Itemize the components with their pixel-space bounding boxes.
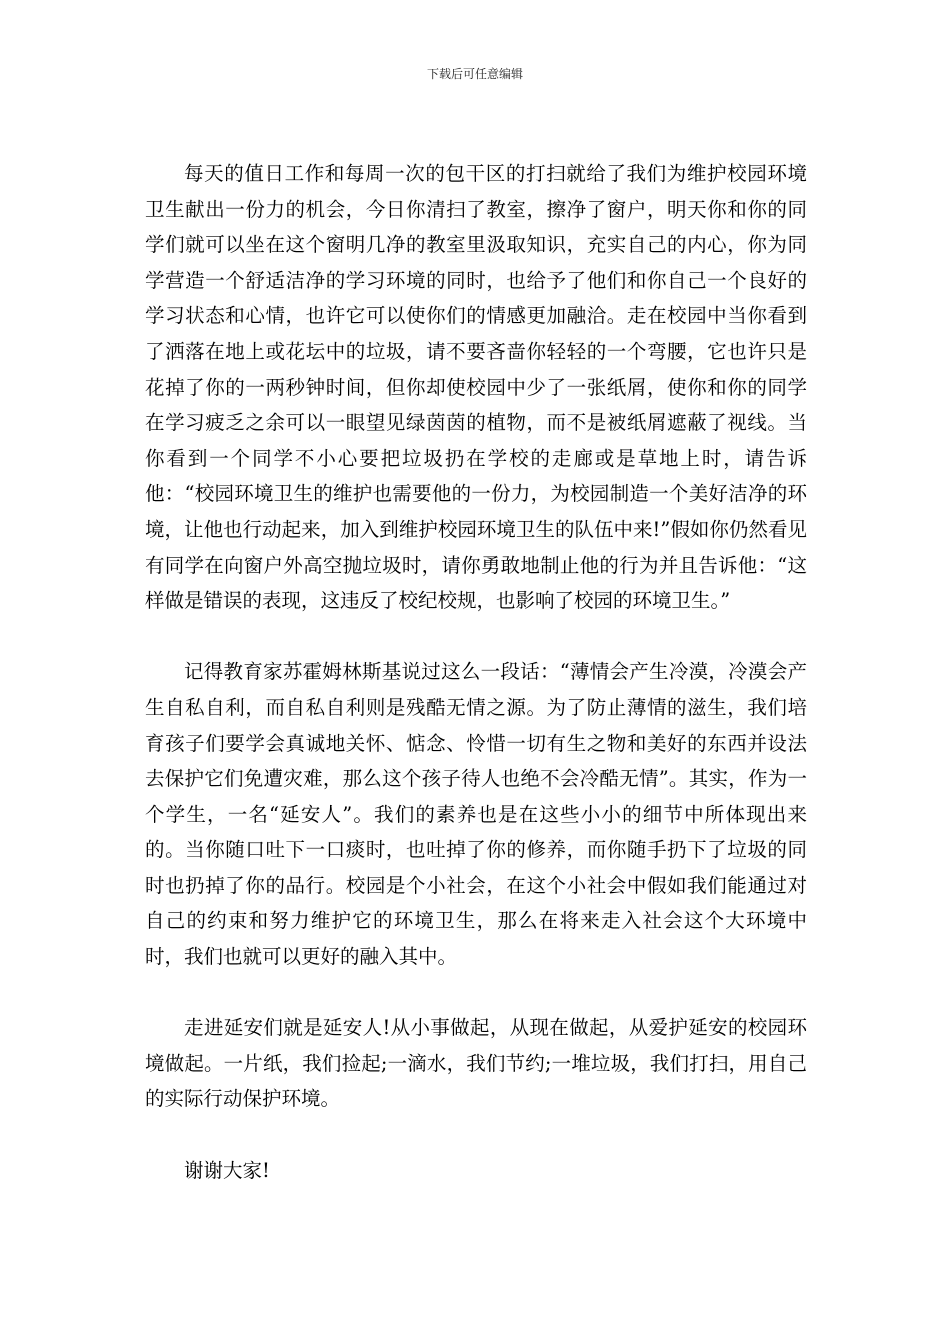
- paragraph-3: 走进延安们就是延安人!从小事做起，从现在做起，从爱护延安的校园环境做起。一片纸，我们捡起;一滴水，我们节约;一堆垃圾，我们打扫，用自己的实际行动保护环境。: [145, 1016, 807, 1111]
- header-note: 下载后可任意编辑: [426, 67, 523, 81]
- paragraph-spacer: [145, 975, 807, 1011]
- paragraph-spacer: [145, 1117, 807, 1153]
- paragraph-spacer: [145, 619, 807, 655]
- paragraph-2: 记得教育家苏霍姆林斯基说过这么一段话：“薄情会产生冷漠，冷漠会产生自私自利，而自私自利则是残酷无情之源。为了防止薄情的滋生，我们培育孩子们要学会真诚地关怀、惦念、怜惜一切有生之物和美好的东西并设法去保护它们免遭灾难，那么这个孩子待人也绝不会冷酷无情”。其实，作为一个学生，一名“延安人”。我们的素养也是在这些小小的细节中所体现出来的。当你随口吐下一口痰时，也吐掉了你的修养，而你随手扔下了垃圾的同时也扔掉了你的品行。校园是个小社会，在这个小社会中假如我们能通过对自己的约束和努力维护它的环境卫生，那么在将来走入社会这个大环境中时，我们也就可以更好的融入其中。: [145, 660, 807, 969]
- closing-line: 谢谢大家!: [184, 1158, 270, 1182]
- document-body: [145, 156, 807, 1188]
- paragraph-1: 每天的值日工作和每周一次的包干区的打扫就给了我们为维护校园环境卫生献出一份力的机会，今日你清扫了教室，擦净了窗户，明天你和你的同学们就可以坐在这个窗明几净的教室里汲取知识，充实自己的内心，你为同学营造一个舒适洁净的学习环境的同时，也给予了他们和你自己一个良好的学习状态和心情，也许它可以使你们的情感更加融洽。走在校园中当你看到了洒落在地上或花坛中的垃圾，请不要吝啬你轻轻的一个弯腰，它也许只是花掉了你的一两秒钟时间，但你却使校园中少了一张纸屑，使你和你的同学在学习疲乏之余可以一眼望见绿茵茵的植物，而不是被纸屑遮蔽了视线。当你看到一个同学不小心要把垃圾扔在学校的走廊或是草地上时，请告诉他：“校园环境卫生的维护也需要他的一份力，为校园制造一个美好洁净的环境，让他也行动起来，加入到维护校园环境卫生的队伍中来!”假如你仍然看见有同学在向窗户外高空抛垃圾时，请你勇敢地制止他的行为并且告诉他：“这样做是错误的表现，这违反了校纪校规，也影响了校园的环境卫生。”: [145, 162, 807, 613]
